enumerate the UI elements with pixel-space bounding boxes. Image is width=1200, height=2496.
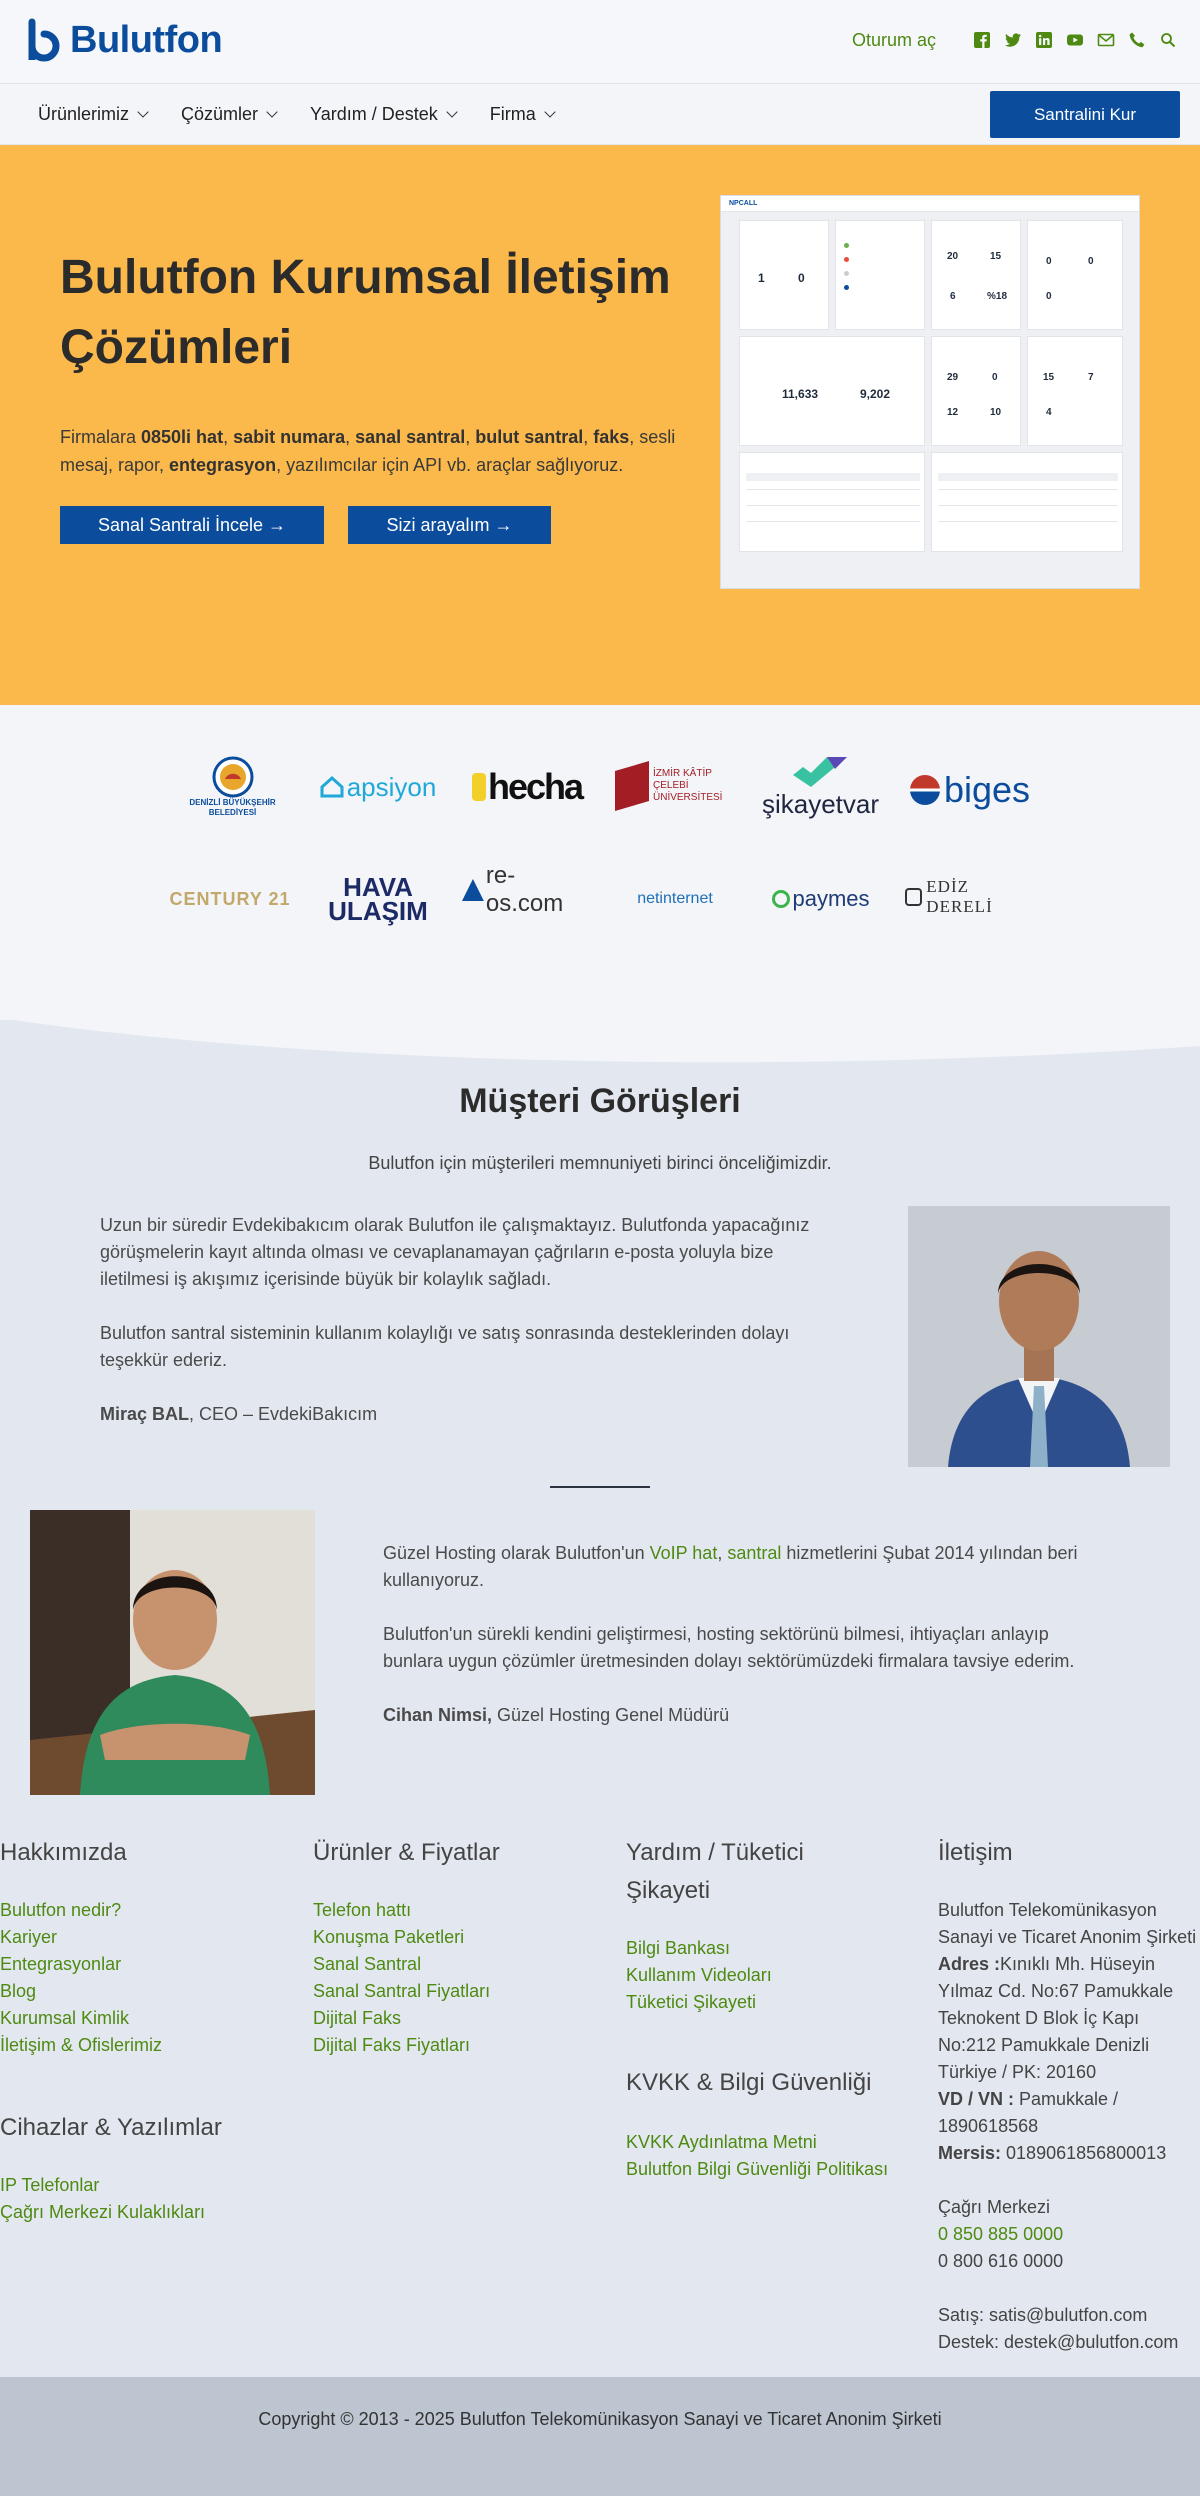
- dashboard-card: 29 0 12 10: [931, 336, 1021, 446]
- footer-link[interactable]: Kariyer: [0, 1927, 58, 1947]
- client-logo-reos: re-os.com: [462, 855, 592, 925]
- voip-line-link[interactable]: VoIP hat: [649, 1543, 718, 1563]
- footer-link[interactable]: Bulutfon Bilgi Güvenliği Politikası: [626, 2159, 889, 2179]
- nav-label: Yardım / Destek: [310, 104, 438, 124]
- nav-label: Firma: [489, 104, 536, 124]
- nav-item-products[interactable]: [38, 104, 147, 125]
- footer-link[interactable]: Sanal Santral Fiyatları: [313, 1981, 491, 2001]
- footer-link[interactable]: Kullanım Videoları: [626, 1965, 772, 1985]
- testimonial-2-photo: [30, 1510, 315, 1795]
- footer-support-links: [626, 1935, 772, 2016]
- facebook-icon[interactable]: [972, 30, 992, 50]
- footer-link[interactable]: İletişim & Ofislerimiz: [0, 2035, 163, 2055]
- nav-item-help[interactable]: [310, 104, 456, 125]
- dashboard-topbar: NPCALL: [721, 196, 1139, 212]
- footer-kvkk-title: KVKK & Bilgi Güvenliği: [626, 2069, 872, 2096]
- nav-label: Ürünlerimiz: [38, 104, 130, 124]
- phone-icon[interactable]: [1127, 30, 1147, 50]
- nav-label: Çözümler: [181, 104, 259, 124]
- nav-item-company[interactable]: [490, 104, 554, 125]
- search-icon[interactable]: [1158, 30, 1178, 50]
- copyright-bar: [0, 2377, 1200, 2496]
- tax-info: VD / VN : Pamukkale / 1890618568: [938, 2089, 1119, 2136]
- chevron-down-icon: [266, 106, 277, 117]
- logo[interactable]: [18, 16, 222, 64]
- dashboard-card: 11,633 9,202: [739, 336, 925, 446]
- testimonial-1-photo: [908, 1206, 1170, 1467]
- linkedin-icon[interactable]: [1034, 30, 1054, 50]
- footer-link[interactable]: KVKK Aydınlatma Metni: [626, 2132, 817, 2152]
- footer-devices-links: [0, 2172, 205, 2226]
- phone-link[interactable]: 0 850 885 0000: [938, 2224, 1064, 2244]
- testimonials-title: Müşteri Görüşleri: [459, 1082, 741, 1120]
- main-nav: [0, 84, 1200, 145]
- logo-text: Bulutfon: [70, 18, 223, 61]
- client-logo-paymes: paymes: [766, 877, 876, 921]
- footer-products-title: Ürünler & Fiyatlar: [313, 1839, 500, 1866]
- footer-link[interactable]: Blog: [0, 1981, 37, 2001]
- footer-link[interactable]: Çağrı Merkezi Kulaklıkları: [0, 2202, 206, 2222]
- callcenter-label: Çağrı Merkezi: [938, 2197, 1051, 2217]
- twitter-icon[interactable]: [1003, 30, 1023, 50]
- support-email[interactable]: Destek: destek@bulutfon.com: [938, 2332, 1179, 2352]
- login-link[interactable]: Oturum aç: [852, 30, 937, 50]
- footer-link[interactable]: Kurumsal Kimlik: [0, 2008, 130, 2028]
- footer-link[interactable]: Telefon hattı: [313, 1900, 412, 1920]
- chevron-down-icon: [544, 106, 555, 117]
- client-logo-ediz-dereli: EDİZ DERELİ: [905, 877, 1035, 917]
- client-logo-biges: biges: [905, 763, 1035, 817]
- dashboard-card: [835, 220, 925, 330]
- footer-link[interactable]: Bilgi Bankası: [626, 1938, 731, 1958]
- setup-pbx-button[interactable]: Santralini Kur: [990, 91, 1180, 138]
- dashboard-card: 20 15 6 %18: [931, 220, 1021, 330]
- footer-about-title: Hakkımızda: [0, 1839, 127, 1866]
- dashboard-screenshot: [720, 195, 1140, 589]
- hero-description: Firmalara 0850li hat, sabit numara, sanal santral, bulut santral, faks, sesli mesaj, rapor, entegrasyon, yazılımcılar için API vb. araçlar sağlıyoruz.: [60, 427, 676, 475]
- footer-link[interactable]: IP Telefonlar: [0, 2175, 100, 2195]
- chevron-down-icon: [446, 106, 457, 117]
- testimonial-2-text: Güzel Hosting olarak Bulutfon'un VoIP hat, santral hizmetlerini Şubat 2014 yılından beri kullanıyoruz. Bulutfon'un sürekli kendini geliştirmesi, hosting sektörünü bilmesi, ihtiyaçları anlayıp bunlara uygun çözümler üretmesinden dolayı sektörümüzdeki firmalara tavsiye ederim. Cihan Nimsi, Güzel Hosting Genel Müdürü: [383, 1543, 1078, 1725]
- pbx-link[interactable]: santral: [727, 1543, 782, 1563]
- dashboard-card: 0 0 0: [1027, 220, 1123, 330]
- call-me-button[interactable]: Sizi arayalım →: [348, 506, 551, 544]
- client-logo-denizli: DENİZLİ BÜYÜKŞEHİR BELEDİYESİ: [170, 747, 295, 827]
- client-logos: [0, 705, 1200, 1025]
- youtube-icon[interactable]: [1065, 30, 1085, 50]
- hero-title: Bulutfon Kurumsal İletişim Çözümleri: [60, 251, 671, 374]
- footer-contact-info: [938, 1897, 1200, 2356]
- footer-kvkk-links: [626, 2129, 888, 2183]
- testimonials-wave-divider: [0, 1018, 1200, 1084]
- client-logo-katip-celebi: İZMİR KÂTİP ÇELEBİ ÜNİVERSİTESİ: [614, 753, 734, 819]
- hero-section: [0, 145, 1200, 705]
- dashboard-card: 15 7 4: [1027, 336, 1123, 446]
- footer-contact-title: İletişim: [938, 1839, 1013, 1866]
- top-bar: [0, 0, 1200, 84]
- mail-icon[interactable]: [1096, 30, 1116, 50]
- dashboard-table: [739, 452, 925, 552]
- explore-pbx-button[interactable]: Sanal Santrali İncele →: [60, 506, 324, 544]
- nav-item-solutions[interactable]: [181, 104, 276, 125]
- footer-support-title: Yardım / Tüketici Şikayeti: [626, 1839, 804, 1904]
- client-logo-century21: CENTURY 21: [169, 888, 291, 909]
- footer-link[interactable]: Konuşma Paketleri: [313, 1927, 465, 1947]
- testimonials-subtitle: Bulutfon için müşterileri memnuniyeti birinci önceliğimizdir.: [368, 1153, 832, 1173]
- footer-link[interactable]: Entegrasyonlar: [0, 1954, 122, 1974]
- client-logo-apsiyon: apsiyon: [315, 765, 440, 809]
- footer-link[interactable]: Bulutfon nedir?: [0, 1900, 122, 1920]
- footer-link[interactable]: Dijital Faks: [313, 2008, 402, 2028]
- client-logo-sikayetvar: şikayetvar: [758, 745, 883, 829]
- social-links: [972, 30, 1178, 50]
- company-name: Bulutfon Telekomünikasyon Sanayi ve Ticaret Anonim Şirketi: [938, 1900, 1197, 1947]
- mersis-info: Mersis: 0189061856800013: [938, 2143, 1167, 2163]
- company-address: Adres :Kınıklı Mh. Hüseyin Yılmaz Cd. No:67 Pamukkale Teknokent D Blok İç Kapı No:212 Pamukkale Denizli Türkiye / PK: 20160: [938, 1954, 1174, 2082]
- testimonial-divider: [550, 1486, 650, 1488]
- footer-about-links: [0, 1897, 162, 2059]
- sales-email[interactable]: Satış: satis@bulutfon.com: [938, 2305, 1148, 2325]
- footer-link[interactable]: Tüketici Şikayeti: [626, 1992, 757, 2012]
- footer-devices-title: Cihazlar & Yazılımlar: [0, 2114, 222, 2141]
- client-logo-hecha: hecha: [472, 755, 582, 819]
- chevron-down-icon: [137, 106, 148, 117]
- dashboard-table: [931, 452, 1123, 552]
- testimonial-1-text: Uzun bir süredir Evdekibakıcım olarak Bulutfon ile çalışmaktayız. Bulutfonda yapacağınız görüşmelerin kayıt altında olması ve cevaplanamayan çağrıların e-posta yoluyla bize iletilmesi iş akışımız içerisinde büyük bir kolaylık sağladı. Bulutfon santral sisteminin kullanım kolaylığı ve satış sonrasında desteklerinden dolayı teşekkür ederiz. Miraç BAL, CEO – EvdekiBakıcım: [100, 1215, 810, 1424]
- toll-free-number: 0 800 616 0000: [938, 2251, 1064, 2271]
- client-logo-hava-ulasim: HAVA ULAŞIM: [328, 872, 428, 926]
- footer-link[interactable]: Sanal Santral: [313, 1954, 422, 1974]
- bulutfon-logo-icon: [18, 16, 66, 64]
- footer-products-links: [313, 1897, 490, 2059]
- copyright-text: Copyright © 2013 - 2025 Bulutfon Telekomünikasyon Sanayi ve Ticaret Anonim Şirketi: [258, 2409, 942, 2429]
- dashboard-card: 1 0: [739, 220, 829, 330]
- footer-link[interactable]: Dijital Faks Fiyatları: [313, 2035, 471, 2055]
- client-logo-netinternet: netinternet: [637, 890, 713, 907]
